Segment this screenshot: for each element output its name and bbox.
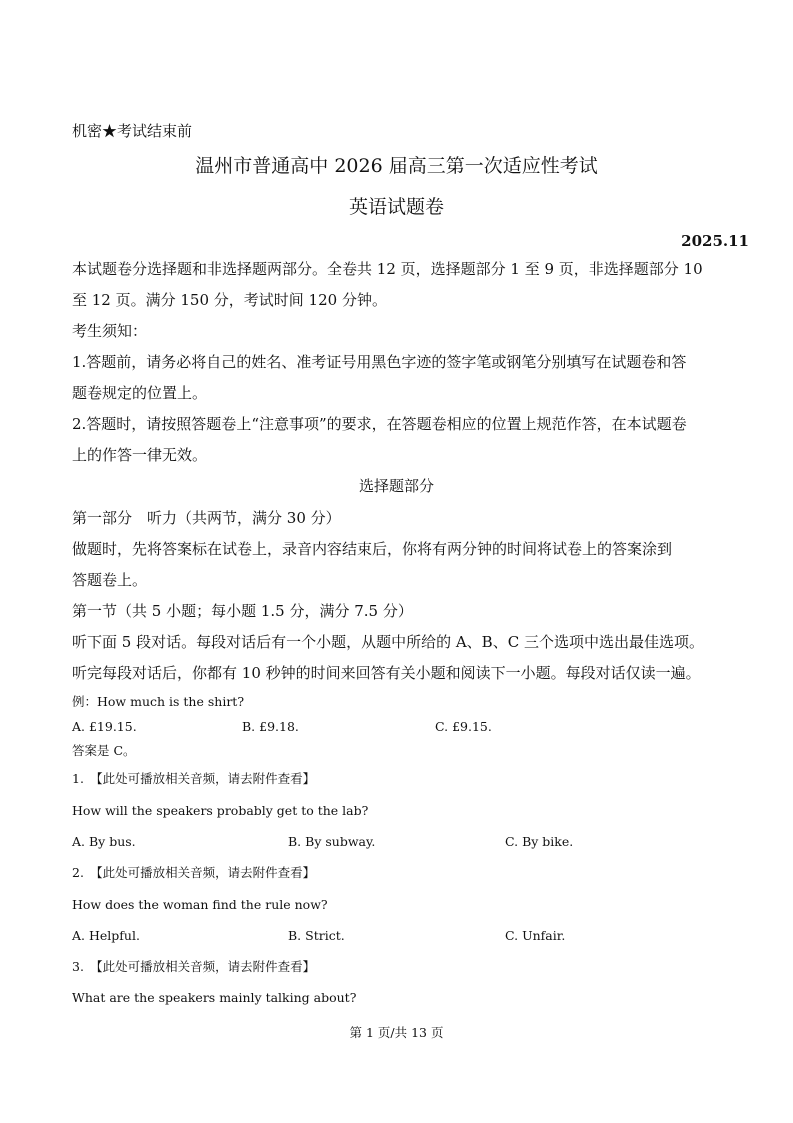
question-3-audio[interactable]: 3. 【此处可播放相关音频，请去附件查看】 (72, 959, 316, 974)
section-1-heading: 第一节（共 5 小题；每小题 1.5 分，满分 7.5 分） (72, 602, 413, 620)
question-2-option-c: C. Unfair. (505, 928, 566, 943)
example-option-a: A. £19.15. (72, 719, 137, 734)
confidential-label: 机密★考试结束前 (72, 122, 193, 140)
question-2-option-b: B. Strict. (288, 928, 345, 943)
question-1-option-b: B. By subway. (288, 834, 376, 849)
question-3-text: What are the speakers mainly talking about? (72, 990, 357, 1005)
page-footer: 第 1 页/共 13 页 (349, 1025, 444, 1040)
intro-line-2: 至 12 页。满分 150 分，考试时间 120 分钟。 (72, 291, 387, 309)
question-1-audio[interactable]: 1. 【此处可播放相关音频，请去附件查看】 (72, 771, 316, 786)
section-1-desc-line-2: 听完每段对话后，你都有 10 秒钟的时间来回答有关小题和阅读下一小题。每段对话仅读一遍。 (72, 664, 701, 682)
notice-1-line-1: 1.答题前，请务必将自己的姓名、准考证号用黑色字迹的签字笔或钢笔分别填写在试题卷和答 (72, 353, 687, 371)
notice-2-line-1: 2.答题时，请按照答题卷上“注意事项”的要求，在答题卷相应的位置上规范作答，在本试题卷 (72, 415, 687, 433)
question-1-option-c: C. By bike. (505, 834, 574, 849)
notice-title: 考生须知： (72, 322, 148, 340)
part-1-heading: 第一部分 听力（共两节，满分 30 分） (72, 509, 341, 527)
example-question: 例：How much is the shirt? (72, 694, 245, 709)
section-1-desc-line-1: 听下面 5 段对话。每段对话后有一个小题，从题中所给的 A、B、C 三个选项中选出最佳选项。 (72, 633, 704, 651)
example-option-c: C. £9.15. (435, 719, 492, 734)
part-1-desc-line-2: 答题卷上。 (72, 571, 148, 589)
notice-1-line-2: 题卷规定的位置上。 (72, 384, 208, 402)
example-option-b: B. £9.18. (242, 719, 299, 734)
question-2-text: How does the woman find the rule now? (72, 897, 328, 912)
intro-line-1: 本试题卷分选择题和非选择题两部分。全卷共 12 页，选择题部分 1 至 9 页，非选择题部分 10 (72, 260, 703, 278)
paper-subtitle: 英语试题卷 (348, 196, 444, 218)
part-1-desc-line-1: 做题时，先将答案标在试卷上，录音内容结束后，你将有两分钟的时间将试卷上的答案涂到 (72, 540, 673, 558)
example-answer: 答案是 C。 (72, 743, 136, 758)
exam-title: 温州市普通高中 2026 届高三第一次适应性考试 (195, 155, 598, 177)
exam-date: 2025.11 (681, 232, 749, 250)
question-2-audio[interactable]: 2. 【此处可播放相关音频，请去附件查看】 (72, 865, 316, 880)
question-1-text: How will the speakers probably get to the lab? (72, 803, 369, 818)
section-heading: 选择题部分 (358, 477, 434, 495)
notice-2-line-2: 上的作答一律无效。 (72, 446, 208, 464)
question-2-option-a: A. Helpful. (72, 928, 140, 943)
question-1-option-a: A. By bus. (72, 834, 136, 849)
